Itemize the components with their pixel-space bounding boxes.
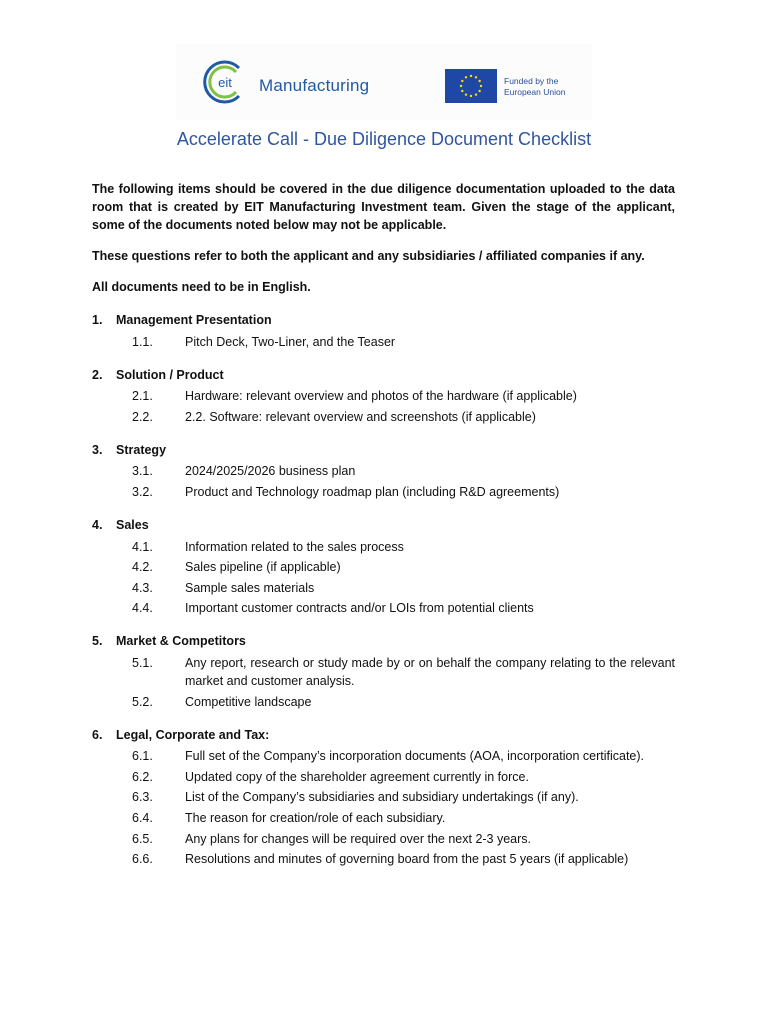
item-text: 2024/2025/2026 business plan [185, 464, 356, 479]
item-number: 5.2. [132, 694, 153, 709]
item-number: 6.3. [132, 790, 153, 805]
eu-star [465, 76, 467, 78]
section-heading [92, 440, 675, 460]
eu-text-line2: European Union [504, 87, 566, 97]
section-heading [92, 515, 675, 535]
checklist-item [92, 558, 675, 576]
checklist-item [92, 387, 675, 405]
eu-star [475, 93, 477, 95]
item-text: Information related to the sales process [185, 539, 404, 554]
section-title: Sales [116, 517, 149, 532]
item-number: 4.3. [132, 580, 153, 595]
eu-star [475, 76, 477, 78]
item-number: 5.1. [132, 655, 153, 670]
item-number: 6.6. [132, 852, 153, 867]
item-text: Sales pipeline (if applicable) [185, 560, 341, 575]
section-heading [92, 725, 675, 745]
item-number: 2.2. [132, 409, 153, 424]
item-text: Pitch Deck, Two-Liner, and the Teaser [185, 334, 396, 349]
eu-star [478, 90, 480, 92]
eu-star [465, 93, 467, 95]
eu-star [478, 80, 480, 82]
item-text: 2.2. Software: relevant overview and screenshots (if applicable) [185, 409, 536, 424]
section-number: 1. [92, 313, 103, 327]
eit-manufacturing-name: Manufacturing [259, 76, 370, 95]
checklist-item [92, 693, 675, 711]
checklist-section [92, 440, 675, 501]
checklist-item [92, 747, 675, 765]
item-number: 6.2. [132, 769, 153, 784]
eu-star [470, 95, 472, 97]
checklist-section [92, 310, 675, 351]
eu-flag-icon [445, 69, 497, 103]
checklist-item [92, 462, 675, 480]
item-text: Resolutions and minutes of governing board from the past 5 years (if applicable) [185, 852, 629, 867]
checklist-item [92, 483, 675, 501]
item-number: 3.2. [132, 484, 153, 499]
section-title: Solution / Product [116, 367, 224, 382]
checklist [92, 310, 675, 868]
item-number: 4.4. [132, 601, 153, 616]
item-number: 4.2. [132, 560, 153, 575]
item-text: Hardware: relevant overview and photos of the hardware (if applicable) [185, 389, 577, 404]
checklist-item [92, 809, 675, 827]
checklist-item [92, 768, 675, 786]
section-heading [92, 365, 675, 385]
section-title: Strategy [116, 442, 167, 457]
eu-text-line1: Funded by the [504, 76, 559, 86]
checklist-section [92, 365, 675, 426]
checklist-section [92, 631, 675, 710]
section-number: 2. [92, 367, 103, 382]
section-heading [92, 631, 675, 651]
checklist-item [92, 333, 675, 351]
item-text: Product and Technology roadmap plan (including R&D agreements) [185, 484, 560, 499]
item-text: The reason for creation/role of each subsidiary. [185, 810, 446, 825]
item-number: 4.1. [132, 539, 153, 554]
eu-star [461, 90, 463, 92]
section-number: 4. [92, 517, 103, 532]
intro-paragraph: The following items should be covered in the due diligence documentation uploaded to the data room that is created by EIT Manufacturing Investment team. Given the stage of the applicant, some of the documents noted below may not be applicable. [92, 182, 675, 232]
eu-star [470, 75, 472, 77]
item-number: 1.1. [132, 334, 153, 349]
eu-star [480, 85, 482, 87]
section-title: Market & Competitors [116, 634, 246, 649]
section-title: Management Presentation [116, 313, 272, 327]
checklist-item [92, 830, 675, 848]
eu-star [460, 85, 462, 87]
checklist-item [92, 408, 675, 426]
item-number: 6.1. [132, 749, 153, 764]
checklist-item [92, 850, 675, 868]
item-number: 6.5. [132, 831, 153, 846]
item-text: List of the Company’s subsidiaries and subsidiary undertakings (if any). [185, 790, 579, 805]
item-text: Any report, research or study made by or on behalf the company relating to the relevant market and customer analysis. [185, 655, 675, 688]
section-heading [92, 310, 675, 330]
checklist-item [92, 538, 675, 556]
section-number: 6. [92, 727, 103, 742]
item-number: 2.1. [132, 389, 153, 404]
item-text: Competitive landscape [185, 694, 312, 709]
eu-funding-label [504, 76, 565, 98]
item-number: 3.1. [132, 464, 153, 479]
checklist-item [92, 579, 675, 597]
checklist-section [92, 515, 675, 617]
section-title: Legal, Corporate and Tax: [116, 727, 270, 742]
checklist-item [92, 788, 675, 806]
intro-paragraph: These questions refer to both the applicant and any subsidiaries / affiliated companies if any. [92, 249, 645, 263]
intro-paragraph: All documents need to be in English. [92, 280, 311, 294]
checklist-section [92, 725, 675, 869]
document-body [92, 180, 675, 868]
section-number: 5. [92, 634, 103, 649]
section-number: 3. [92, 442, 103, 457]
eit-logo-icon [203, 60, 247, 104]
document-title: Accelerate Call - Due Diligence Document Checklist [176, 129, 592, 149]
item-number: 6.4. [132, 810, 153, 825]
item-text: Full set of the Company’s incorporation documents (AOA, incorporation certificate). [185, 749, 645, 764]
item-text: Any plans for changes will be required over the next 2-3 years. [185, 831, 532, 846]
checklist-item [92, 654, 675, 690]
eit-logo-text: eit [218, 75, 232, 90]
checklist-item [92, 599, 675, 617]
item-text: Updated copy of the shareholder agreement currently in force. [185, 769, 529, 784]
eu-star [461, 80, 463, 82]
item-text: Important customer contracts and/or LOIs from potential clients [185, 601, 534, 616]
item-text: Sample sales materials [185, 580, 315, 595]
